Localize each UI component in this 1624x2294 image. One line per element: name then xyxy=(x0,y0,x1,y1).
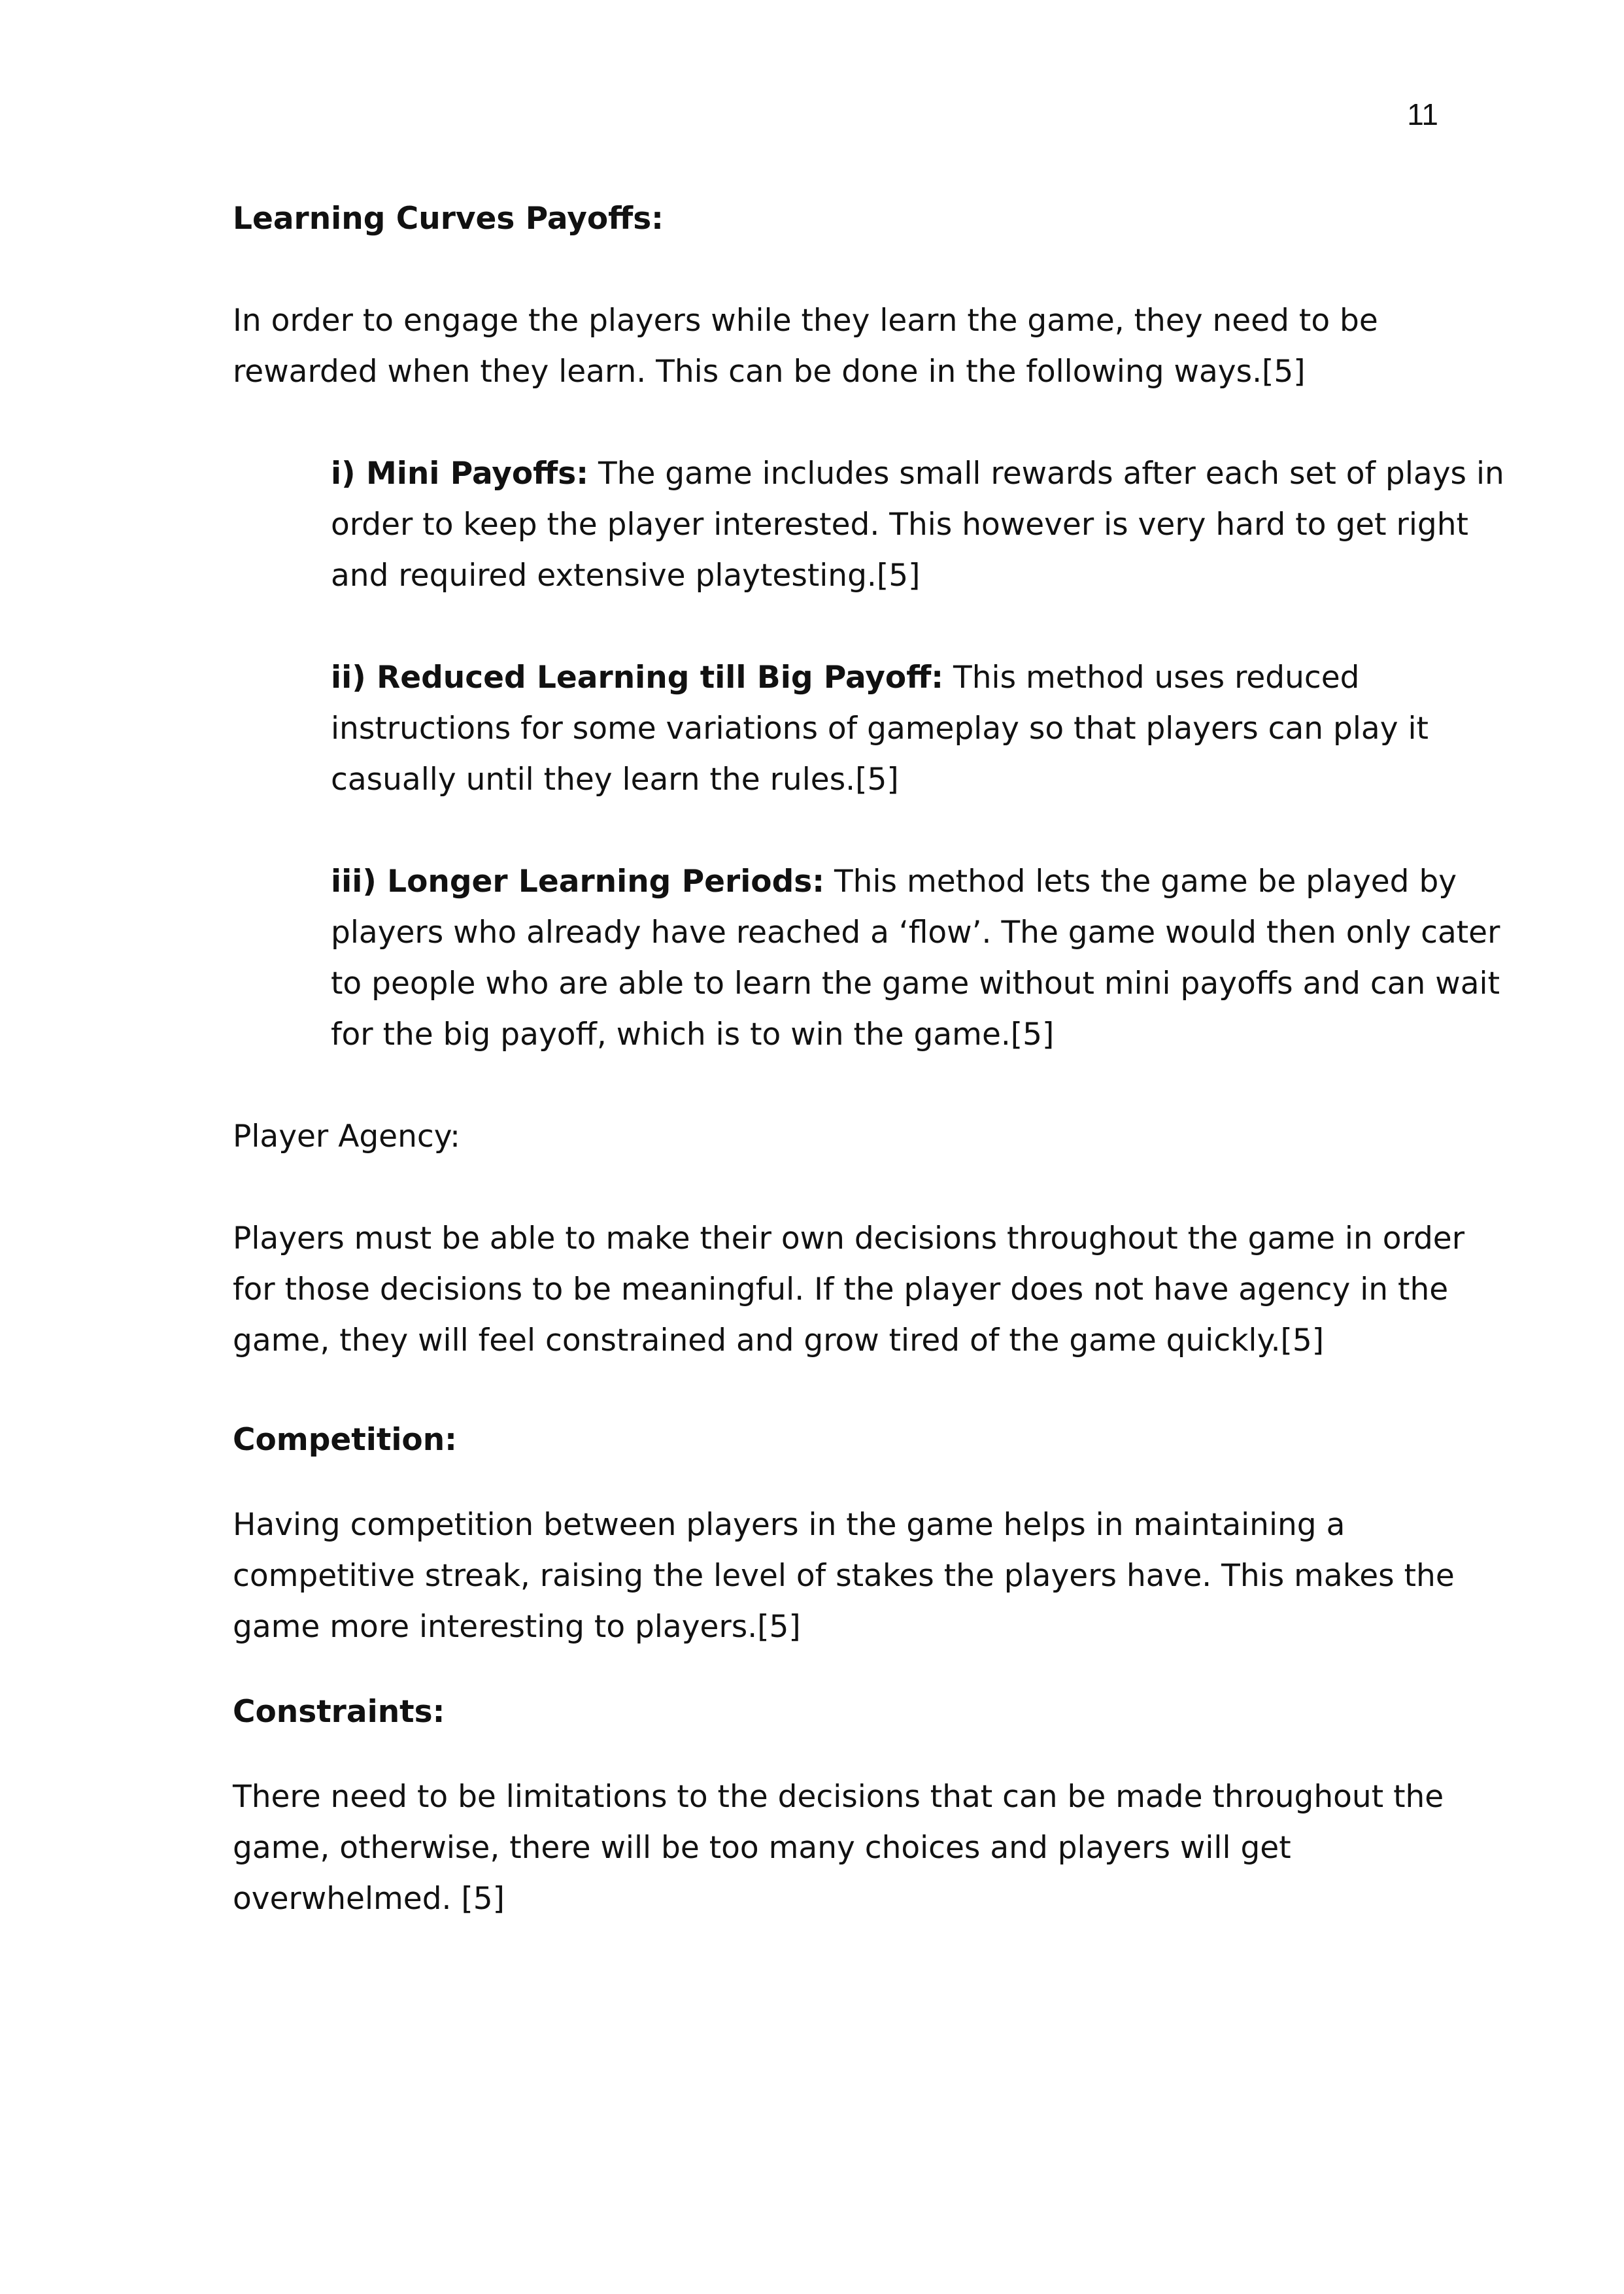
list-item-text: The game includes small rewards after each set of plays in order to keep the player interested. This however is very hard to get right and required extensive playtesting.[5] xyxy=(331,456,1504,594)
heading-constraints: Constraints: xyxy=(233,1694,445,1730)
list-item-label: iii) Longer Learning Periods: xyxy=(331,864,825,900)
page-number: 11 xyxy=(1407,97,1438,131)
paragraph-player-agency: Players must be able to make their own decisions throughout the game in order for those decisions to be meaningful. If the player does not have agency in the game, they will feel constrained and grow tired of the game quickly.[5] xyxy=(233,1221,1465,1358)
list-item-label: i) Mini Payoffs: xyxy=(331,456,588,492)
list-item-text: This method uses reduced instructions for some variations of gameplay so that players can play it casually until they learn the rules.[5] xyxy=(331,660,1429,798)
paragraph-constraints: There need to be limitations to the decisions that can be made throughout the game, otherwise, there will be too many choices and players will get overwhelmed. [5] xyxy=(233,1779,1444,1917)
paragraph-learning-curves-intro: In order to engage the players while they learn the game, they need to be rewarded when they learn. This can be done in the following ways.[5] xyxy=(233,303,1378,390)
heading-player-agency: Player Agency: xyxy=(233,1119,460,1155)
list-item-label: ii) Reduced Learning till Big Payoff: xyxy=(331,660,944,696)
heading-competition: Competition: xyxy=(233,1422,457,1458)
heading-learning-curves: Learning Curves Payoffs: xyxy=(233,201,664,237)
paragraph-competition: Having competition between players in the game helps in maintaining a competitive streak, raising the level of stakes the players have. This makes the game more interesting to players.[5] xyxy=(233,1507,1455,1645)
document-body xyxy=(233,194,1514,1925)
list-item-text: This method lets the game be played by players who already have reached a ‘flow’. The game would then only cater to people who are able to learn the game without mini payoffs and can wait for the big payoff, which is to win the game.[5] xyxy=(331,864,1500,1053)
list-item-mini-payoffs xyxy=(233,448,1514,601)
list-item-reduced-learning xyxy=(233,652,1514,805)
list-item-longer-learning xyxy=(233,856,1514,1060)
